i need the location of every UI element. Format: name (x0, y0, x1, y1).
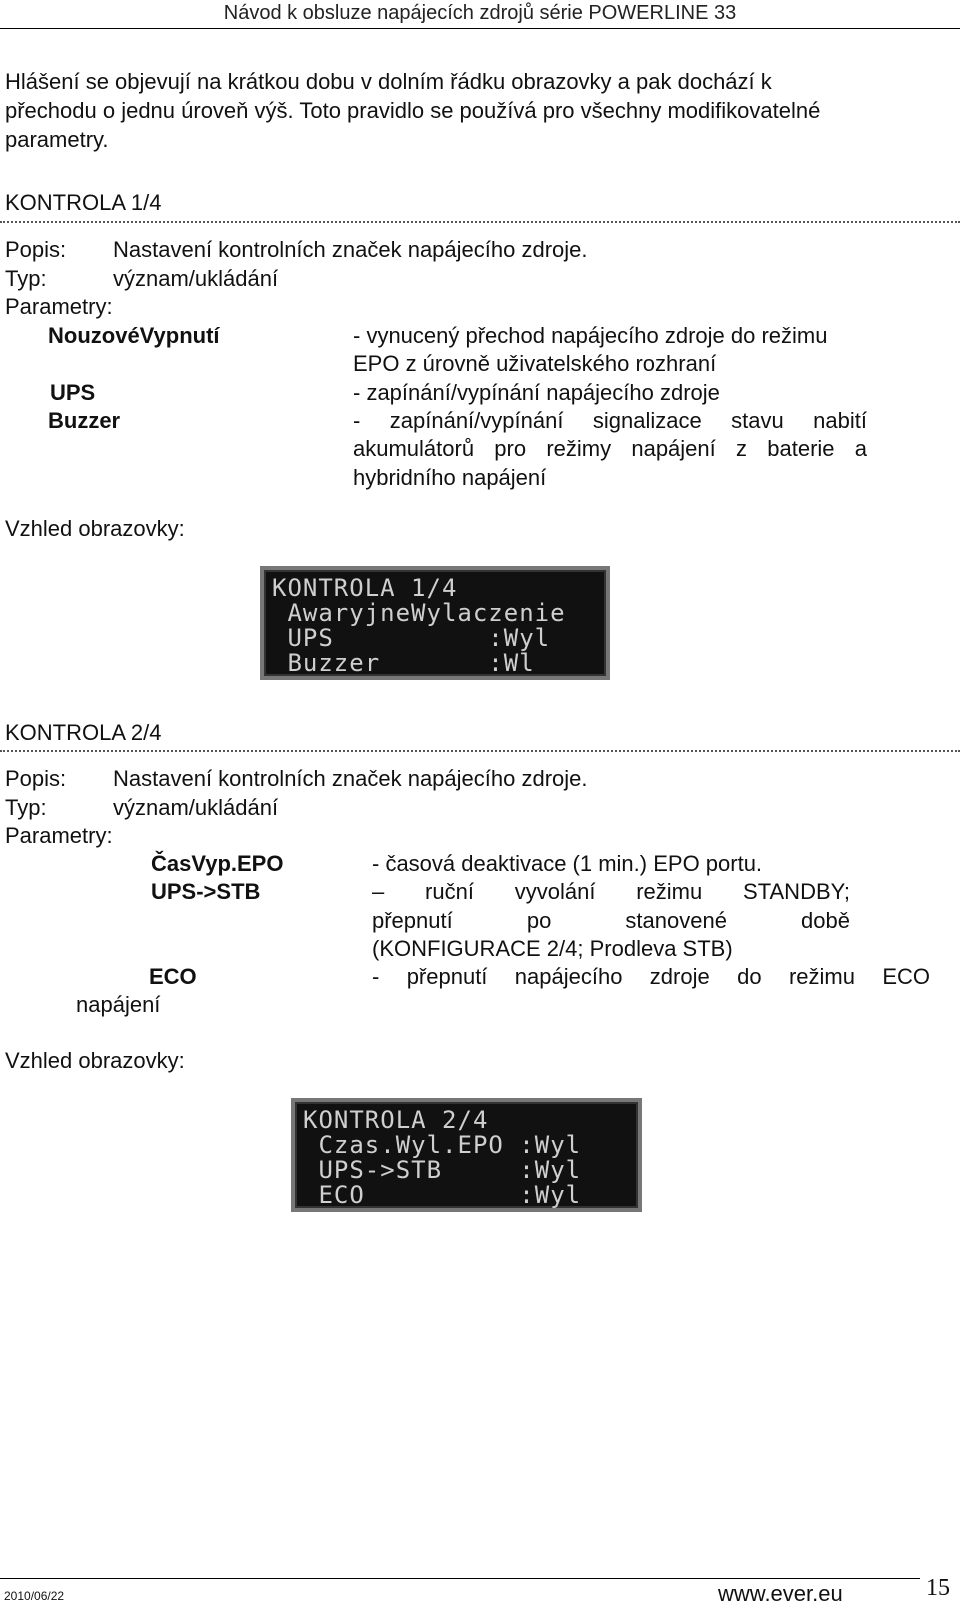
param-ups-stb-desc-2: přepnutí po stanovené době (372, 908, 850, 933)
section1-dotted-rule (0, 221, 960, 223)
section2-typ-label: Typ: (5, 795, 47, 820)
section1-title: KONTROLA 1/4 (5, 190, 162, 215)
footer-rule (0, 1578, 920, 1579)
section1-typ-value: význam/ukládání (113, 266, 279, 291)
section2-screen-label: Vzhled obrazovky: (5, 1048, 185, 1073)
lcd-line: AwaryjneWylaczenie (272, 599, 566, 627)
param-nouzove-desc-1: - vynucený přechod napájecího zdroje do režimu (353, 323, 828, 348)
section2-dotted-rule (0, 750, 960, 752)
param-ups-stb-desc-1: – ruční vyvolání režimu STANDBY; (372, 879, 850, 904)
intro-line-1: Hlášení se objevují na krátkou dobu v dolním řádku obrazovky a pak dochází k (5, 69, 772, 94)
page-number: 15 (926, 1575, 950, 1601)
param-buzzer-desc-3: hybridního napájení (353, 465, 547, 490)
lcd-screen-kontrola-2 (291, 1098, 642, 1212)
intro-line-3: parametry. (5, 127, 109, 152)
section1-popis-label: Popis: (5, 237, 67, 262)
lcd-line: Czas.Wyl.EPO :Wyl (303, 1131, 582, 1159)
param-eco: ECO (149, 964, 197, 989)
param-buzzer-desc-1: - zapínání/vypínání signalizace stavu nabití (353, 408, 867, 433)
section2-parametry-label: Parametry: (5, 823, 113, 848)
section1-typ-label: Typ: (5, 266, 47, 291)
param-ups-desc-1: - zapínání/vypínání napájecího zdroje (353, 380, 720, 405)
header-rule (0, 28, 960, 29)
section2-popis-value: Nastavení kontrolních značek napájecího zdroje. (113, 766, 588, 791)
section2-title: KONTROLA 2/4 (5, 720, 162, 745)
param-nouzove-vypnuti: NouzovéVypnutí (48, 323, 220, 348)
param-cas-vyp-epo: ČasVyp.EPO (151, 851, 284, 876)
lcd-line: ECO :Wyl (303, 1181, 582, 1209)
param-ups: UPS (50, 380, 96, 405)
param-ups-stb-desc-3: (KONFIGURACE 2/4; Prodleva STB) (372, 936, 733, 961)
section2-popis-label: Popis: (5, 766, 67, 791)
running-header: Návod k obsluze napájecích zdrojů série POWERLINE 33 (223, 2, 737, 24)
section2-typ-value: význam/ukládání (113, 795, 279, 820)
param-ups-stb: UPS->STB (151, 879, 261, 904)
lcd-line: Buzzer :Wl (272, 649, 535, 677)
param-eco-desc-1: - přepnutí napájecího zdroje do režimu ECO (372, 964, 930, 989)
intro-line-2: přechodu o jednu úroveň výš. Toto pravidlo se používá pro všechny modifikovatelné (5, 98, 821, 123)
param-nouzove-desc-2: EPO z úrovně uživatelského rozhraní (353, 351, 717, 376)
lcd-line: UPS->STB :Wyl (303, 1156, 582, 1184)
footer-url[interactable]: www.ever.eu (718, 1581, 843, 1606)
param-buzzer: Buzzer (48, 408, 121, 433)
section1-screen-label: Vzhled obrazovky: (5, 516, 185, 541)
lcd-line: UPS :Wyl (272, 624, 551, 652)
footer-date: 2010/06/22 (4, 1589, 65, 1603)
lcd-screen-kontrola-1 (260, 566, 610, 680)
param-cas-vyp-epo-desc-1: - časová deaktivace (1 min.) EPO portu. (372, 851, 763, 876)
section1-popis-value: Nastavení kontrolních značek napájecího zdroje. (113, 237, 588, 262)
lcd-line: KONTROLA 2/4 (303, 1106, 489, 1134)
lcd-line: KONTROLA 1/4 (272, 574, 458, 602)
param-buzzer-desc-2: akumulátorů pro režimy napájení z baterie a (353, 436, 867, 461)
section1-parametry-label: Parametry: (5, 294, 113, 319)
param-eco-napajeni: napájení (76, 992, 161, 1017)
